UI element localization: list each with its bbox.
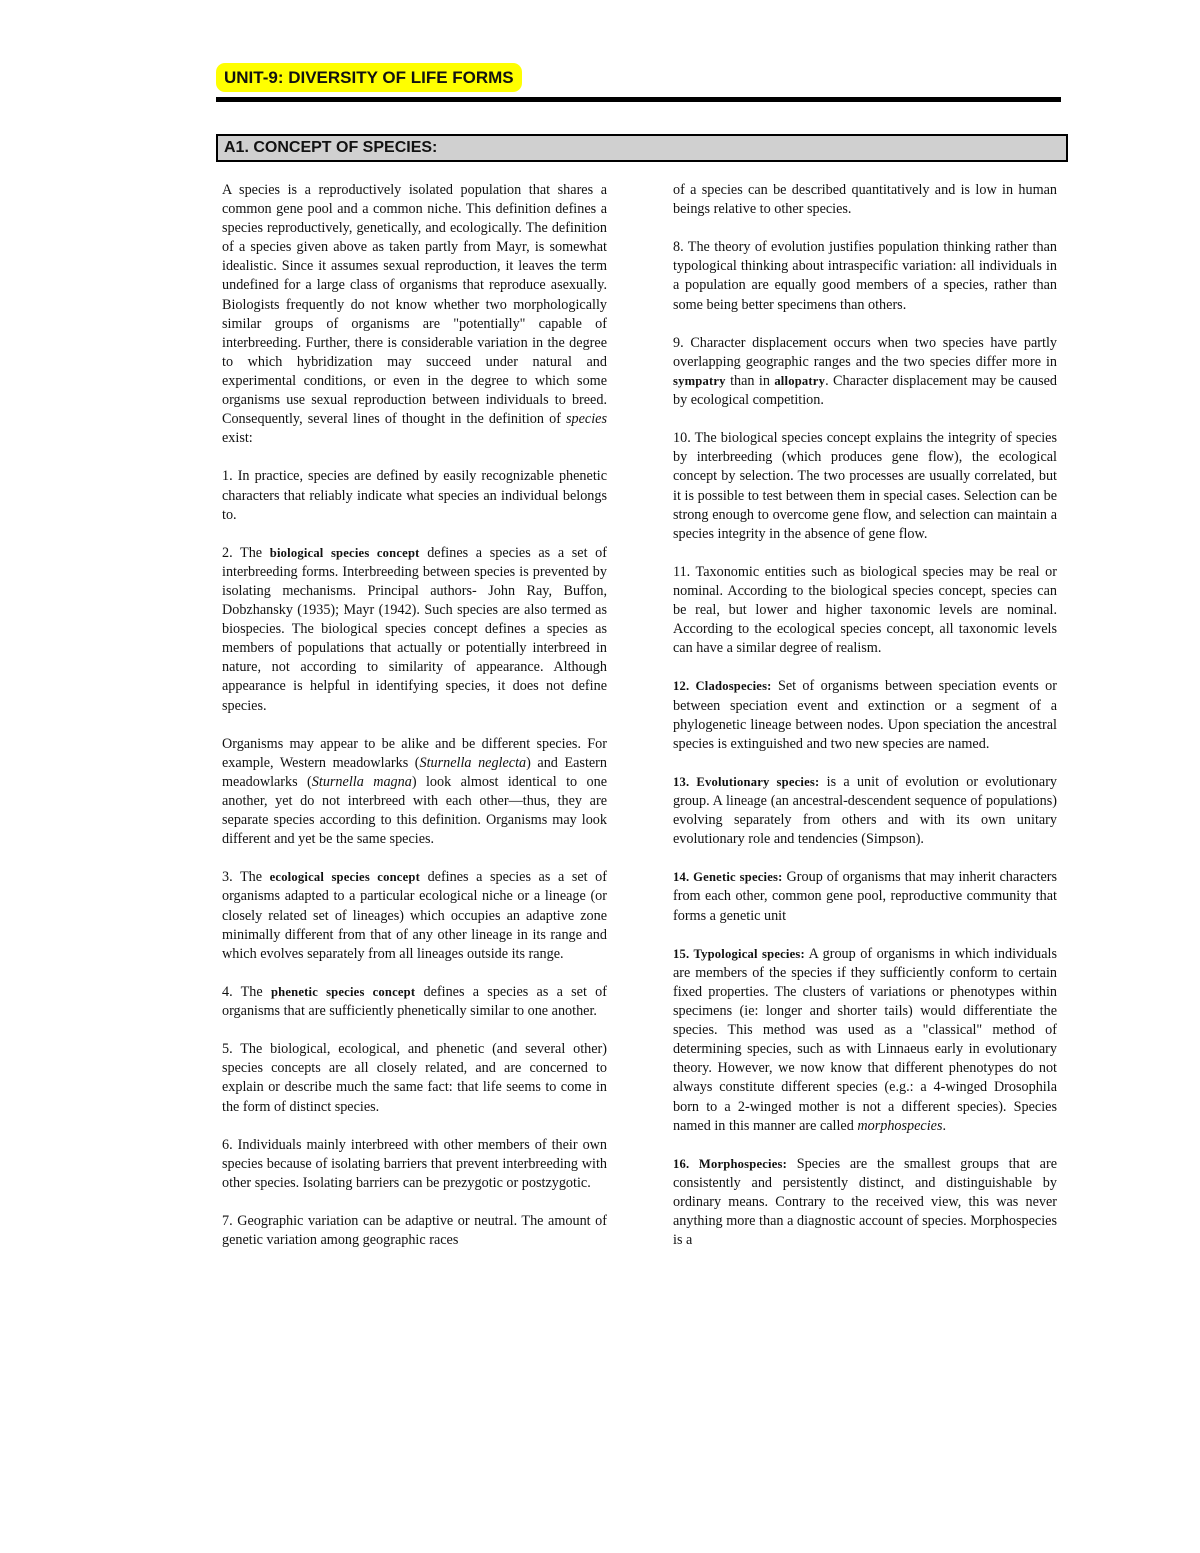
header-rule: [216, 97, 1061, 102]
left-column: [222, 181, 607, 1269]
point-13: 13. Evolutionary species: is a unit of evolution or evolutionary group. A lineage (an ancestral-descendent sequence of populations) evolving separately from others and with its own unitary evolutionary role and tendencies (Simpson).: [673, 773, 1058, 848]
section-title: A1. CONCEPT OF SPECIES:: [216, 134, 1068, 162]
point-10: 10. The biological species concept explains the integrity of species by interbreeding (which produces gene flow), the ecological concept by selection. The two processes are usually correlated, but it is possible to test between them in special cases. Selection can be strong enough to overcome gene flow, and selection can maintain a species integrity in the absence of gene flow.: [673, 430, 1057, 542]
point-9: 9. Character displacement occurs when two species have partly overlapping geographic ranges and the two species differ more in sympatry than in allopatry. Character displacement may be caused by ecological competition.: [673, 334, 1057, 409]
typological-species-term: 15. Typological species:: [673, 946, 805, 961]
phenetic-species-term: phenetic species concept: [270, 984, 416, 999]
species-name: Sturnella magna: [311, 773, 412, 790]
point-2: 2. The biological species concept defines a species as a set of interbreeding forms. Interbreeding between species is prevented by isolating mechanisms. Principal authors- John Ray, Buffon, Dobzhansky (1935); Mayr (1942). Such species are also termed as biospecies. The biological species concept defines a species as members of populations that actually or potentially interbreed in nature, not according to similarity of appearance. Although appearance is helpful in identifying species, it does not define species.: [222, 544, 607, 714]
unit-title: UNIT-9: DIVERSITY OF LIFE FORMS: [216, 63, 522, 92]
point-6: 6. Individuals mainly interbreed with other members of their own species because of isolating barriers that prevent interbreeding with other species. Isolating barriers can be prezygotic or postzygotic.: [222, 1136, 607, 1191]
species-term: species: [566, 411, 607, 428]
species-name: Sturnella neglecta: [419, 754, 527, 771]
point-12: 12. Cladospecies: Set of organisms between speciation events or between speciation event and extinction or a segment of a phylogenetic lineage between nodes. Upon speciation the ancestral species is extinguished and two new species are named.: [673, 678, 1057, 752]
point-1: 1. In practice, species are defined by easily recognizable phenetic characters that reliably indicate what species an individual belongs to.: [222, 468, 607, 523]
point-7: 7. Geographic variation can be adaptive or neutral. The amount of genetic variation among geographic races: [222, 1213, 607, 1249]
right-column: [673, 181, 1057, 1269]
evolutionary-species-term: 13. Evolutionary species:: [673, 774, 820, 789]
point-7-continued: of a species can be described quantitatively and is low in human beings relative to other species.: [673, 182, 1057, 218]
point-3: 3. The ecological species concept defines a species as a set of organisms adapted to a particular ecological niche or a lineage (or closely related set of lineages) which occupies an adaptive zone minimally different from that of any other lineage in its range and which evolves separately from all lineages outside its range.: [222, 869, 607, 962]
point-14: 14. Genetic species: Group of organisms that may inherit characters from each other, common gene pool, reproductive community that forms a genetic unit: [673, 869, 1057, 924]
morphospecies-term: morphospecies: [857, 1117, 943, 1134]
cladospecies-term: 12. Cladospecies:: [673, 679, 772, 694]
ecological-species-term: ecological species concept: [269, 870, 420, 885]
point-5: 5. The biological, ecological, and phenetic (and several other) species concepts are all closely related, and are concerned to explain or describe much the same fact: that life seems to come in the form of distinct species.: [222, 1041, 607, 1115]
point-15: 15. Typological species: A group of organisms in which individuals are members of the species if they sufficiently conform to certain fixed properties. The clusters of variations or phenotypes within specimens (ie: longer and shorter tails) would differentiate the species. This method was used as a "classical" method of determining species, such as with Linnaeus early in evolutionary theory. However, we now know that different phenotypes do not always constitute different species (e.g.: a 4-winged Drosophila born to a 2-winged mother is not a different species). Species named in this manner are called morphospecies.: [673, 945, 1057, 1134]
sympatry-term: sympatry: [673, 373, 726, 388]
point-16: 16. Morphospecies: Species are the smallest groups that are consistently and persistently distinct, and distinguishable by ordinary means. Contrary to the received view, this was never anything more than a diagnostic account of species. Morphospecies is a: [673, 1155, 1057, 1249]
morphospecies-heading: 16. Morphospecies:: [673, 1156, 788, 1171]
point-8: 8. The theory of evolution justifies population thinking rather than typological thinking about intraspecific variation: all individuals in a population are equally good members of a species, rather than some being better specimens than others.: [673, 239, 1057, 313]
biological-species-term: biological species concept: [269, 545, 420, 560]
point-11: 11. Taxonomic entities such as biological species may be real or nominal. According to the biological species concept, species can be real, but lower and higher taxonomic levels are nominal. According to the ecological species concept, all taxonomic levels can have a similar degree of realism.: [673, 563, 1057, 657]
intro-paragraph: A species is a reproductively isolated population that shares a common gene pool and a common niche. This definition defines a species reproductively, genetically, and ecologically. The definition of a species given above as taken partly from Mayr, is somewhat idealistic. Since it assumes sexual reproduction, it leaves the term undefined for a large class of organisms that reproduce asexually. Biologists frequently do not know whether two morphologically similar groups of organisms are "potentially" capable of interbreeding. Further, there is considerable variation in the degree to which hybridization may succeed under natural and experimental conditions, or even in the degree to which some organisms use sexual reproduction between individuals to breed. Consequently, several lines of thought in the definition of species exist:: [222, 182, 607, 447]
point-4: 4. The phenetic species concept defines a species as a set of organisms that are sufficiently phenetically similar to one another.: [222, 983, 607, 1020]
allopatry-term: allopatry: [774, 373, 826, 388]
genetic-species-term: 14. Genetic species:: [673, 870, 783, 885]
organisms-paragraph: Organisms may appear to be alike and be different species. For example, Western meadowlarks (Sturnella neglecta) and Eastern meadowlarks (Sturnella magna) look almost identical to one another, yet do not interbreed with each other—thus, they are separate species according to this definition. Organisms may look different and yet be the same species.: [222, 735, 607, 848]
